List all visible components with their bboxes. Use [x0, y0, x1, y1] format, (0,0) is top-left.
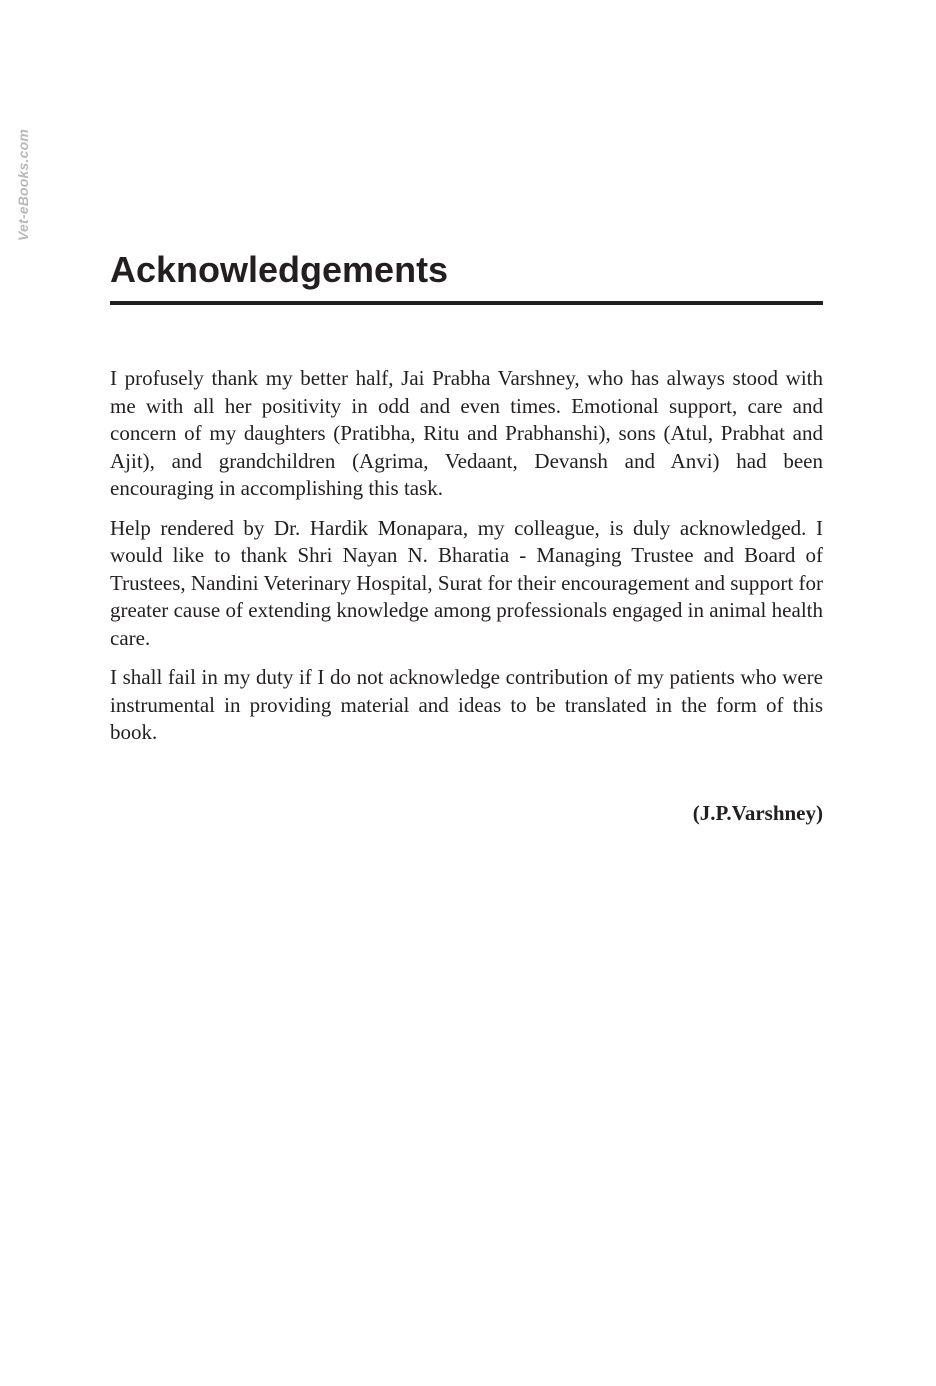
- page-title: Acknowledgements: [110, 249, 449, 290]
- author-signature: (J.P.Varshney): [692, 801, 823, 825]
- title-divider: [110, 301, 823, 305]
- paragraph-1: I profusely thank my better half, Jai Prabha Varshney, who has always stood with me with all her positivity in odd and even times. Emotional support, care and concern of my daughters (Pratibha, Ritu and Prabhanshi), sons (Atul, Prabhat and Ajit), and grandchildren (Agrima, Vedaant, Devansh and Anvi) had been encouraging in accomplishing this task.: [110, 366, 823, 500]
- watermark-logo: [6, 126, 40, 244]
- watermark-text: Vet-eBooks.com: [15, 129, 31, 241]
- body-text: [110, 365, 823, 759]
- paragraph-2: Help rendered by Dr. Hardik Monapara, my colleague, is duly acknowledged. I would like to thank Shri Nayan N. Bharatia - Managing Trustee and Board of Trustees, Nandini Veterinary Hospital, Surat for their encouragement and support for greater cause of extending knowledge among professionals engaged in animal health care.: [110, 515, 823, 650]
- paragraph-3: I shall fail in my duty if I do not acknowledge contribution of my patients who were instrumental in providing material and ideas to be translated in the form of this book.: [110, 665, 823, 744]
